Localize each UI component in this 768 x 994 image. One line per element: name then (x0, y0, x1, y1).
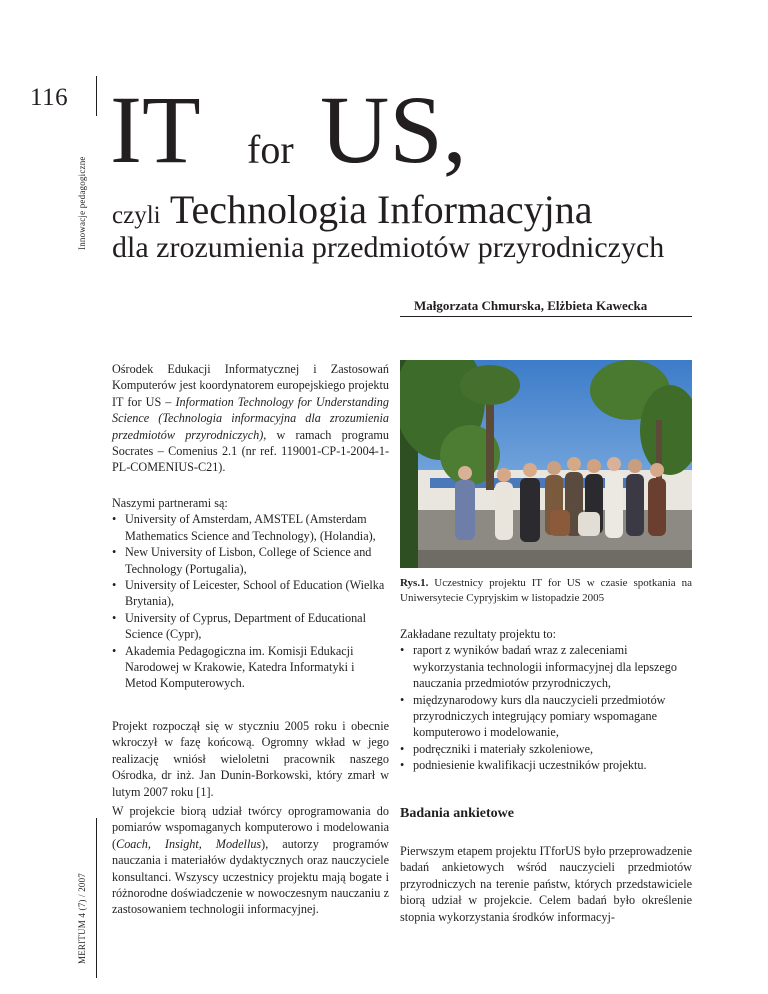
section-heading: Badania ankietowe (400, 806, 514, 821)
results-block (400, 626, 692, 774)
figure-caption (400, 576, 692, 606)
caption-text: Uczestnicy projektu IT for US w czasie spotkania na Uniwersytecie Cypryjskim w listopadzie 2005 (400, 577, 692, 604)
authors-rule (400, 316, 692, 317)
results-intro: Zakładane rezultaty projektu to: (400, 627, 557, 641)
list-item: • New University of Lisbon, College of Science and Technology (Portugalia), (112, 544, 389, 577)
list-item: • podręczniki i materiały szkoleniowe, (400, 741, 692, 757)
software-names-italic: Coach, Insight, Modellus (116, 836, 262, 851)
subtitle-line1 (112, 187, 593, 232)
partners-intro: Naszymi partnerami są: (112, 496, 228, 510)
authors: Małgorzata Chmurska, Elżbieta Kawecka (414, 298, 648, 313)
partners-block (112, 495, 389, 692)
title-it: IT (110, 76, 201, 183)
subtitle-main: Technologia Informacyjna (169, 187, 593, 232)
journal-issue-label: MERITUM 4 (7) / 2007 (77, 873, 87, 964)
group-photo (400, 360, 692, 568)
title-for: for (247, 127, 294, 172)
partners-list (112, 511, 389, 691)
list-item: • Akademia Pedagogiczna im. Komisji Edukacji Narodowej w Krakowie, Katedra Informatyki i Metod Komputerowych. (112, 643, 389, 692)
intro-paragraph (112, 361, 389, 476)
participants-text-end: ), autorzy programów nauczania i materiałów dydaktycznych oraz nauczyciele konsultanci. Wszyscy uczestnicy projektu mają bogate i różnorodne doświadczenie w nowoczesnym nauczaniu z zastosowaniem technologii informacyjnej. (112, 836, 389, 917)
subtitle-prefix: czyli (112, 202, 161, 229)
journal-section-label: Innowacje pedagogiczne (77, 156, 87, 250)
title-us: US, (320, 76, 467, 183)
results-list (400, 642, 692, 773)
group-photo-illustration (400, 360, 692, 568)
subtitle-line2: dla zrozumienia przedmiotów przyrodniczych (112, 231, 665, 264)
list-item: • raport z wyników badań wraz z zaleceniami wykorzystania technologii informacyjnej dla lepszego nauczania przedmiotów przyrodniczych, (400, 642, 692, 691)
caption-label: Rys.1. (400, 577, 429, 589)
project-name-italic: Information Technology for Understanding Science (Technologia informacyjna dla zrozumienia przedmiotów przyrodniczych) (112, 394, 389, 442)
list-item: • University of Leicester, School of Education (Wielka Brytania), (112, 577, 389, 610)
header-rule (96, 76, 97, 116)
footer-rule (96, 818, 97, 978)
participants-text: W projekcie biorą udział twórcy oprogramowania do pomiarów wspomaganych komputerowo i modelowania ( (112, 804, 389, 851)
list-item: • podniesienie kwalifikacji uczestników projektu. (400, 757, 692, 773)
page-number: 116 (30, 84, 69, 111)
list-item: • University of Cyprus, Department of Educational Science (Cypr), (112, 610, 389, 643)
project-start-paragraph: Projekt rozpoczął się w styczniu 2005 roku i obecnie wkroczył w fazę końcową. Ogromny wkład w jego realizację wniósł wieloletni pracownik naszego Ośrodka, dr inż. Jan Dunin-Borkowski, który zmarł w lutym 2007 roku [1]. (112, 719, 389, 799)
list-item: • University of Amsterdam, AMSTEL (Amsterdam Mathematics Science and Technology), (Holandia), (112, 511, 389, 544)
intro-text-end: , w ramach programu Socrates – Comenius 2.1 (nr ref. 119001-CP-1-2004-1-PL-COMENIUS-C21). (112, 427, 390, 475)
list-item: • międzynarodowy kurs dla nauczycieli przedmiotów przyrodniczych integrujący pomiary wspomagane komputerowo i modelowanie, (400, 692, 692, 741)
intro-text: Ośrodek Edukacji Informatycznej i Zastosowań Komputerów jest koordynatorem europejskiego projektu IT for US – (112, 362, 389, 409)
section-paragraph: Pierwszym etapem projektu ITforUS było przeprowadzenie badań ankietowych wśród nauczycieli przedmiotów przyrodniczych na terenie państw, których przedstawiciele biorą udział w projekcie. Celem badań było określenie stopnia wykorzystania środków informacyj- (400, 844, 692, 924)
participants-paragraph (112, 803, 389, 918)
